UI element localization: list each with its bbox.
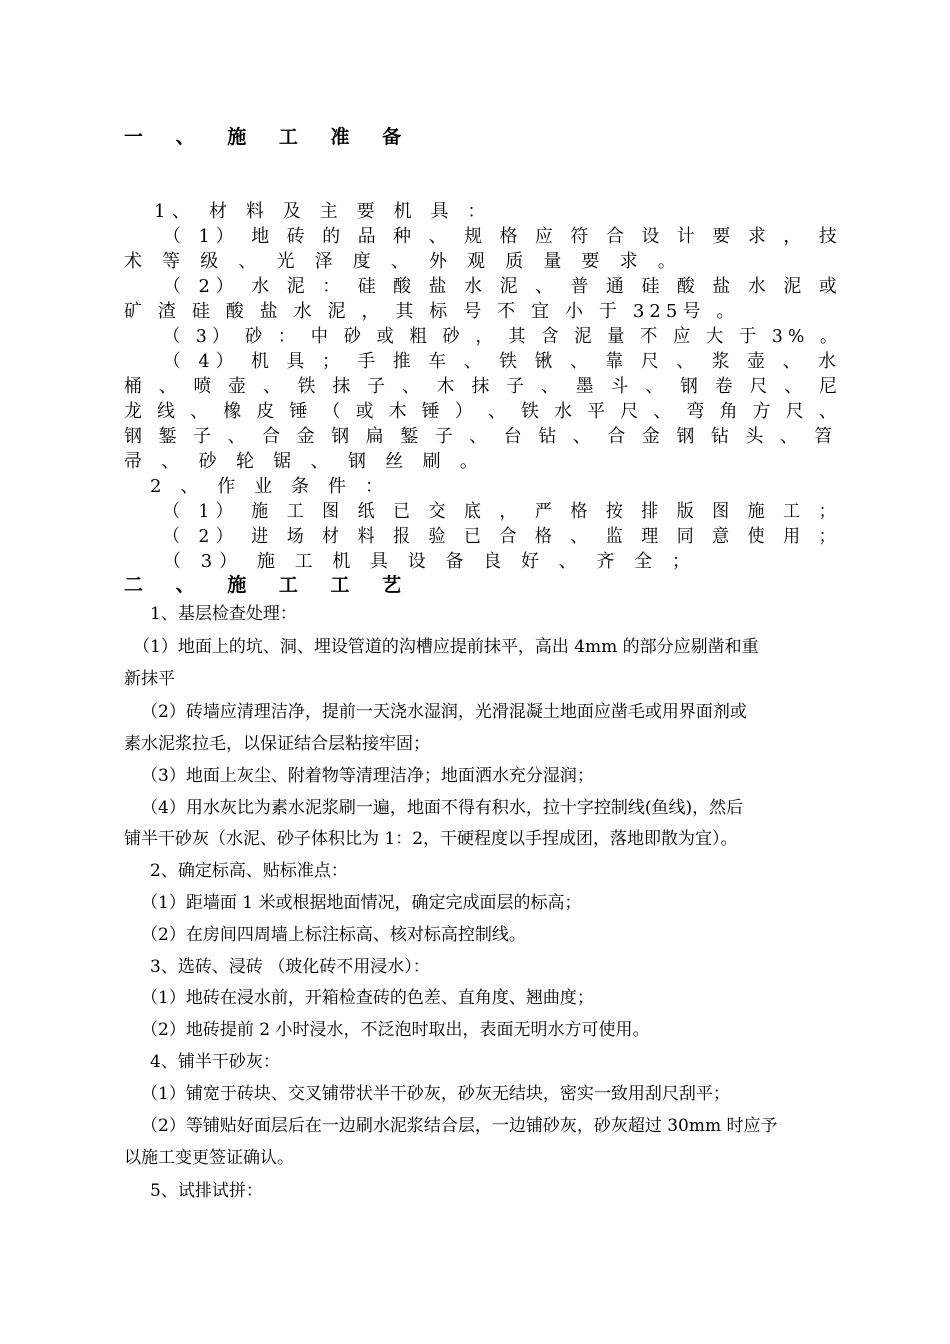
materials-line: （ 1） 地 砖 的 品 种 、 规 格 应 符 合 设 计 要 求 ， 技 (163, 226, 843, 247)
materials-line: 桶 、 喷 壶 、 铁 抹 子 、 木 抹 子 、 墨 斗 、 钢 卷 尺 、 尼 (124, 376, 843, 397)
materials-line: 帚 、 砂 轮 锯 、 钢 丝 刷 。 (124, 451, 485, 472)
process-line: （2）地砖提前 2 小时浸水，不泛泡时取出，表面无明水方可使用。 (141, 1020, 650, 1040)
process-line: （1）距墙面 1 米或根据地面情况，确定完成面层的标高； (141, 893, 582, 913)
section-heading-preparation: 一 、 施 工 准 备 (124, 126, 415, 148)
conditions-line: （ 2） 进 场 材 料 报 验 已 合 格 、 监 理 同 意 使 用 ； (163, 526, 843, 547)
process-line: （2）砖墙应清理洁净，提前一天浇水湿润，光滑混凝土地面应凿毛或用界面剂或 (141, 702, 747, 722)
materials-title: 1、 材 料 及 主 要 机 具 ： (154, 201, 493, 222)
materials-line: 矿 渣 硅 酸 盐 水 泥 ， 其 标 号 不 宜 小 于 325号 。 (124, 301, 740, 322)
process-line: 5、试排试拼： (150, 1181, 263, 1201)
materials-line: 钢 錾 子 、 合 金 钢 扁 錾 子 、 台 钻 、 合 金 钢 钻 头 、 笤 (124, 426, 838, 447)
process-line: 3、选砖、浸砖 （玻化砖不用浸水）： (150, 957, 430, 977)
materials-line: （ 4） 机 具 ； 手 推 车 、 铁 锹 、 靠 尺 、 浆 壶 、 水 (163, 351, 842, 372)
process-line: 1、基层检查处理： (150, 604, 297, 624)
materials-line: （ 3） 砂 ： 中 砂 或 粗 砂 ， 其 含 泥 量 不 应 大 于 3% 。 (163, 326, 843, 347)
materials-line: 术 等 级 、 光 泽 度 、 外 观 质 量 要 求 。 (124, 251, 683, 272)
process-line: 新抹平 (124, 669, 175, 689)
process-line: 铺半干砂灰（水泥、砂子体积比为 1：2，干硬程度以手捏成团，落地即散为宜）。 (124, 829, 738, 849)
process-line: （3）地面上灰尘、附着物等清理洁净；地面洒水充分湿润； (141, 766, 594, 786)
materials-line: （ 2） 水 泥 ： 硅 酸 盐 水 泥 、 普 通 硅 酸 盐 水 泥 或 (163, 276, 843, 297)
process-line: （4）用水灰比为素水泥浆刷一遍，地面不得有积水，拉十字控制线(鱼线)，然后 (141, 798, 744, 818)
process-line: （2）在房间四周墙上标注标高、核对标高控制线。 (141, 925, 526, 945)
process-line: （1）铺宽于砖块、交叉铺带状半干砂灰，砂灰无结块，密实一致用刮尺刮平； (141, 1084, 730, 1104)
materials-line: 龙 线 、 橡 皮 锤 （ 或 木 锤 ） 、 铁 水 平 尺 、 弯 角 方 尺 、 (124, 401, 842, 422)
process-line: （1）地砖在浸水前，开箱检查砖的色差、直角度、翘曲度； (141, 988, 594, 1008)
process-line: 素水泥浆拉毛，以保证结合层粘接牢固； (124, 734, 430, 754)
conditions-title: 2 、 作 业 条 件 ： (150, 476, 390, 497)
process-line: （1）地面上的坑、洞、埋设管道的沟槽应提前抹平，高出 4mm 的部分应剔凿和重 (133, 637, 759, 657)
process-line: （2）等铺贴好面层后在一边刷水泥浆结合层，一边铺砂灰，砂灰超过 30mm 时应予 (141, 1116, 778, 1136)
process-line: 4、铺半干砂灰： (150, 1052, 280, 1072)
section-heading-process: 二 、 施 工 工 艺 (124, 574, 415, 596)
process-line: 以施工变更签证确认。 (124, 1148, 294, 1168)
conditions-line: （ 1） 施 工 图 纸 已 交 底 ， 严 格 按 排 版 图 施 工 ； (163, 501, 843, 522)
conditions-line: （ 3） 施 工 机 具 设 备 良 好 、 齐 全 ； (163, 551, 697, 572)
process-line: 2、确定标高、贴标准点： (150, 861, 348, 881)
